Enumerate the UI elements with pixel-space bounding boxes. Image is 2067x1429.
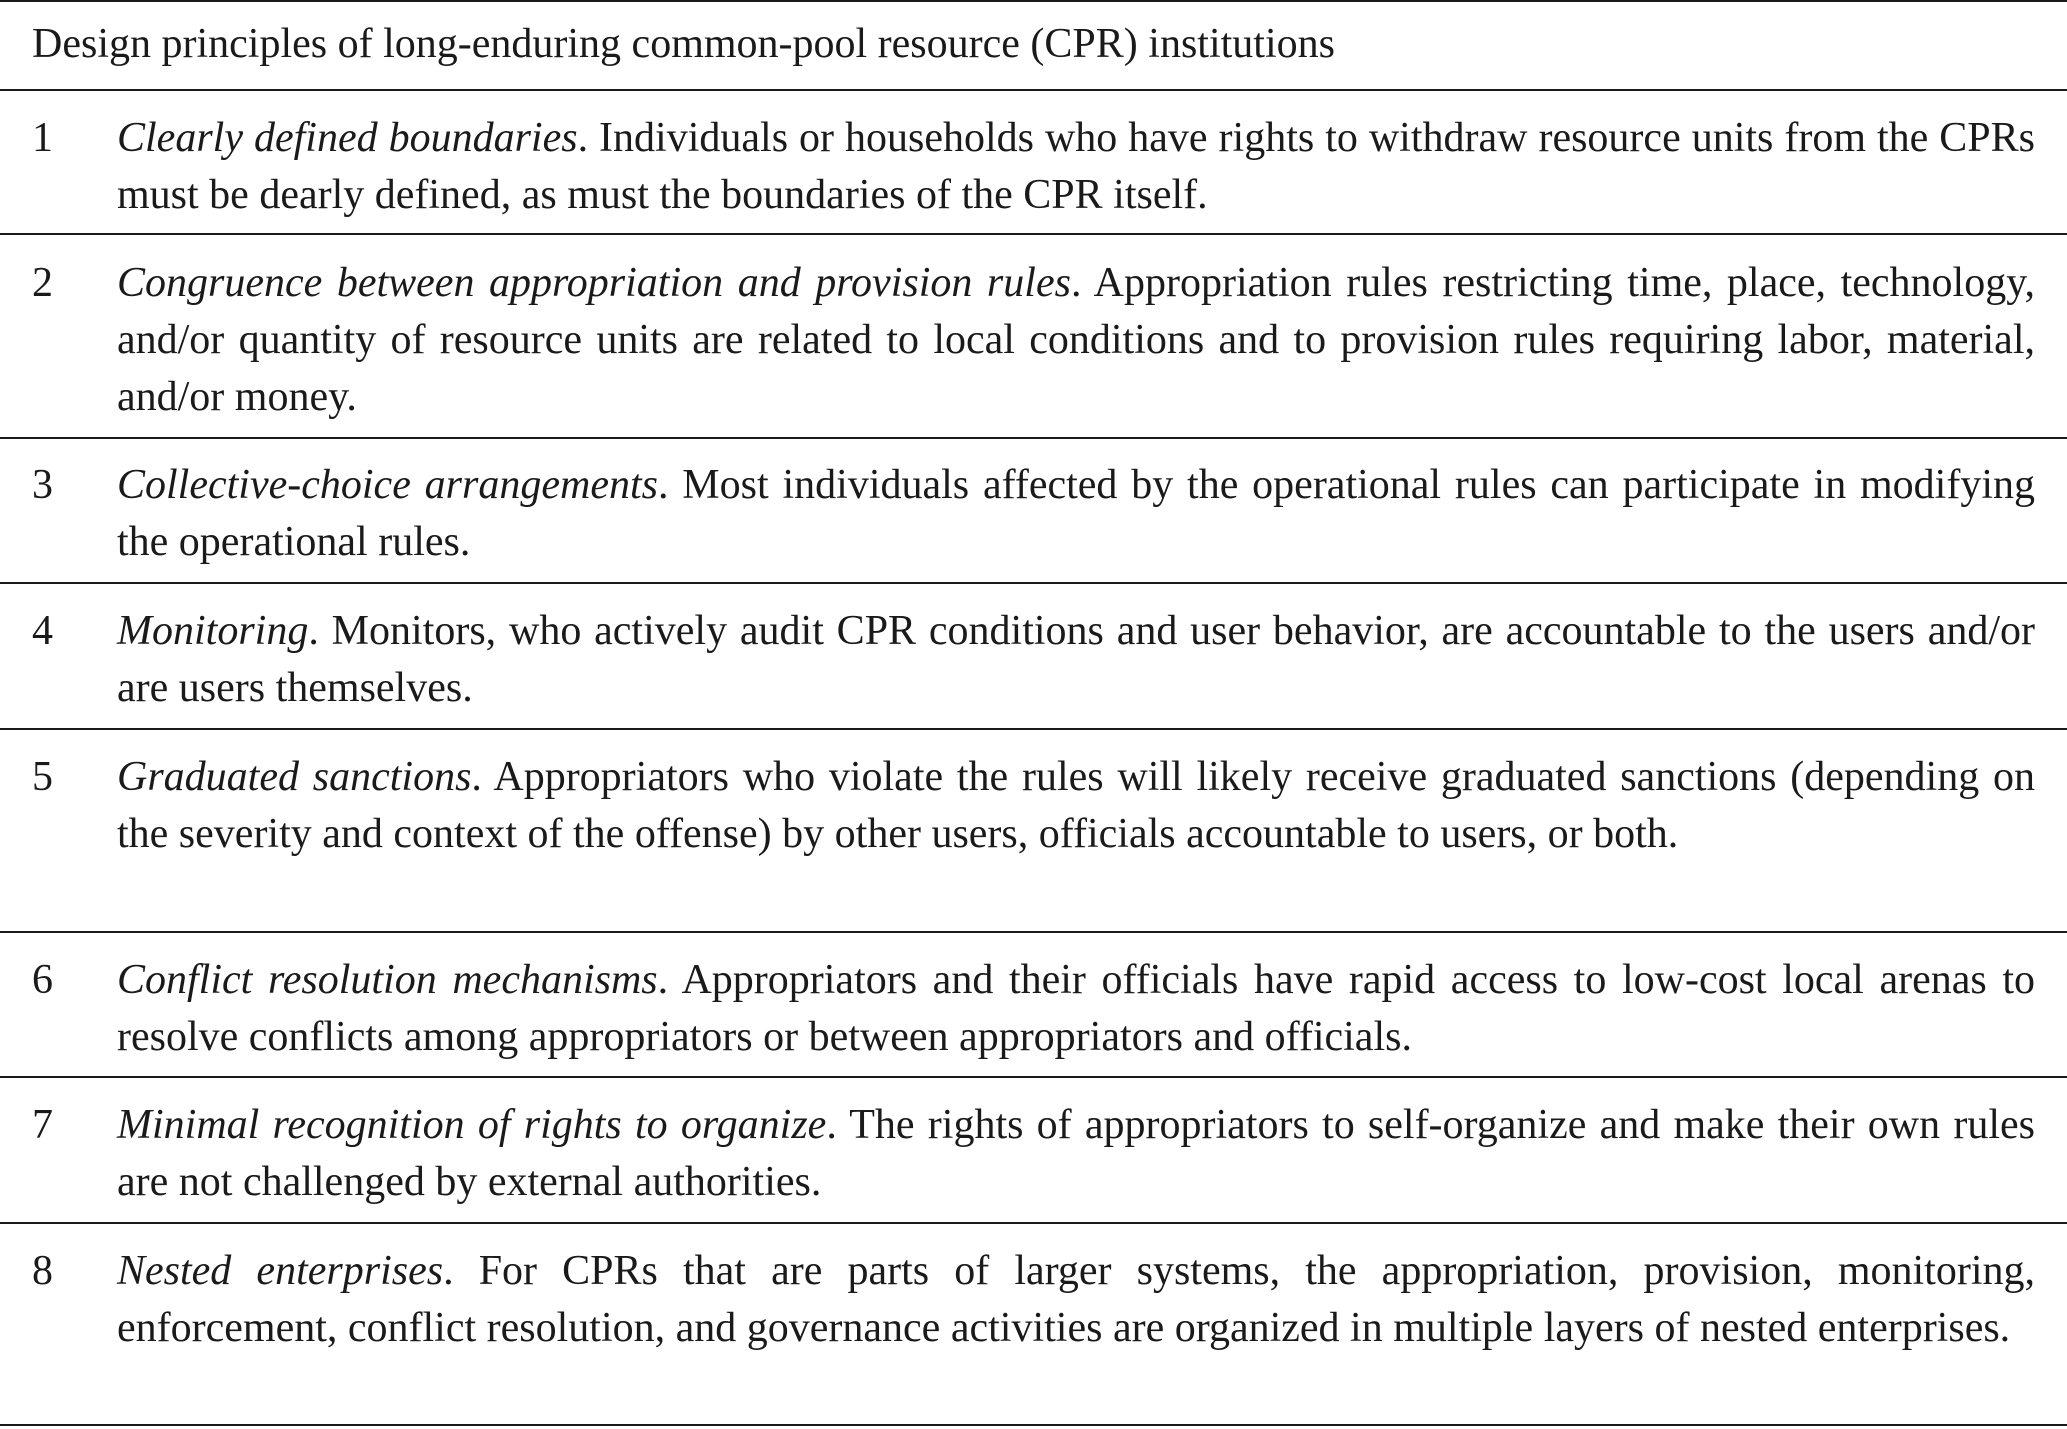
row-rule xyxy=(0,1222,2067,1224)
principle-description: . For CPRs that are parts of larger systems, the appropriation, provision, monitoring, enforcement, conflict resolution, and governance activities are organized in multiple layers of nested enterprises. xyxy=(117,1248,2035,1351)
principle-term: Conflict resolution mechanisms xyxy=(117,957,658,1003)
principle-term: Monitoring xyxy=(117,608,309,654)
principle-description: . Individuals or households who have rights to withdraw resource units from the CPRs must be dearly defined, as must the boundaries of the CPR itself. xyxy=(117,115,2036,218)
row-text xyxy=(117,603,2035,717)
table-bottom-rule xyxy=(0,1424,2067,1426)
row-rule xyxy=(0,233,2067,235)
row-text xyxy=(117,1243,2035,1357)
row-number: 3 xyxy=(32,462,53,508)
row-text xyxy=(117,749,2035,863)
principle-term: Congruence between appropriation and provision rules xyxy=(117,260,1071,306)
principle-description: . Most individuals affected by the operational rules can participate in modifying the operational rules. xyxy=(117,462,2036,565)
row-text xyxy=(117,1097,2035,1211)
principle-description: . The rights of appropriators to self-organize and make their own rules are not challenged by external authorities. xyxy=(117,1102,2035,1205)
row-text xyxy=(117,255,2035,426)
row-text xyxy=(117,110,2035,224)
header-rule xyxy=(0,89,2067,91)
principle-term: Collective-choice arrangements xyxy=(117,462,658,508)
row-rule xyxy=(0,582,2067,584)
row-text xyxy=(117,952,2035,1066)
principle-description: . Appropriation rules restricting time, place, technology, and/or quantity of resource units are related to local conditions and to provision rules requiring labor, material, and/or money. xyxy=(117,260,2035,420)
row-rule xyxy=(0,728,2067,730)
row-number: 2 xyxy=(32,260,53,306)
principle-description: . Appropriators who violate the rules will likely receive graduated sanctions (depending on the severity and context of the offense) by other users, officials accountable to users, or both. xyxy=(117,754,2035,857)
principle-description: . Appropriators and their officials have rapid access to low-cost local arenas to resolve conflicts among appropriators or between appropriators and officials. xyxy=(117,957,2035,1060)
principle-description: . Monitors, who actively audit CPR conditions and user behavior, are accountable to the users and/or are users themselves. xyxy=(117,608,2035,711)
table-header: Design principles of long-enduring common-pool resource (CPR) institutions xyxy=(32,21,1335,67)
row-number: 4 xyxy=(32,608,53,654)
principle-term: Clearly defined boundaries xyxy=(117,115,578,161)
row-number: 7 xyxy=(32,1102,53,1148)
principle-term: Minimal recognition of rights to organize xyxy=(117,1102,827,1148)
table-top-rule xyxy=(0,0,2067,2)
row-number: 1 xyxy=(32,115,53,161)
row-rule xyxy=(0,437,2067,439)
principle-term: Nested enterprises xyxy=(117,1248,444,1294)
row-number: 8 xyxy=(32,1248,53,1294)
row-number: 5 xyxy=(32,754,53,800)
row-number: 6 xyxy=(32,957,53,1003)
row-rule xyxy=(0,931,2067,933)
row-rule xyxy=(0,1076,2067,1078)
row-text xyxy=(117,457,2035,571)
principle-term: Graduated sanctions xyxy=(117,754,472,800)
